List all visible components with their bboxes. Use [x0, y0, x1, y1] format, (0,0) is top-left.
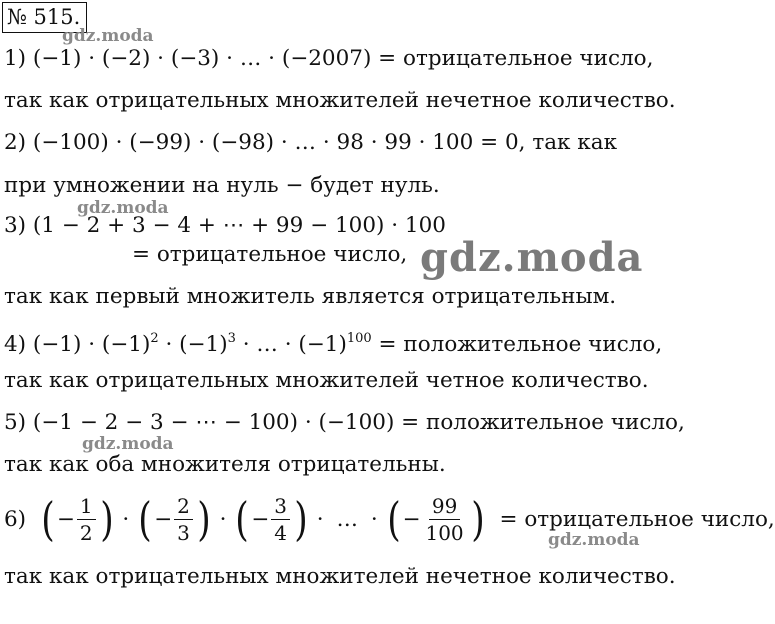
fraction-2 [174, 493, 193, 546]
dot: · [316, 506, 324, 532]
fraction-group-4: ( − $\frac{99}{100}$ ) [386, 492, 485, 546]
fraction-3 [271, 493, 290, 546]
dot: · [122, 506, 130, 532]
dot: · [370, 506, 378, 532]
line-8-d: = положительное число, [371, 332, 663, 357]
numerator: 2 [174, 493, 193, 520]
fraction-group-1: ( − $\frac{1}{2}$ ) [41, 492, 114, 546]
watermark-large: gdz.moda [420, 234, 644, 281]
denominator: 100 [425, 520, 464, 545]
watermark: gdz.moda [77, 198, 169, 218]
denominator: 2 [79, 520, 93, 545]
watermark: gdz.moda [82, 434, 174, 454]
line-3: 2) (−100) · (−99) · (−98) · … · 98 · 99 · 100 = 0, так как [4, 130, 618, 155]
line-8-c: · … · (−1) [235, 332, 347, 357]
line-13: так как отрицательных множителей нечетное количество. [4, 564, 676, 589]
line-8-b: · (−1) [158, 332, 228, 357]
exp-3: 3 [227, 331, 236, 346]
dot: · [219, 506, 227, 532]
fraction-group-2: ( − $\frac{2}{3}$ ) [138, 492, 211, 546]
line-8 [4, 324, 662, 360]
problem-number: № 515. [2, 2, 87, 33]
line-2: так как отрицательных множителей нечетное количество. [4, 88, 676, 113]
numerator: 99 [429, 493, 460, 520]
line-6: = отрицательное число, [132, 242, 408, 267]
line-5: 3) (1 − 2 + 3 − 4 + ⋯ + 99 − 100) · 100 [4, 213, 446, 238]
line-9: так как отрицательных множителей четное количество. [4, 368, 649, 393]
item-label: 6) [4, 506, 27, 532]
exp-100: 100 [346, 331, 372, 346]
fraction-1 [77, 493, 96, 546]
watermark: gdz.moda [548, 530, 640, 550]
line-1: 1) (−1) · (−2) · (−3) · … · (−2007) = отрицательное число, [4, 46, 654, 71]
minus-sign: − [402, 506, 421, 532]
line-4: при умножении на нуль − будет нуль. [4, 173, 440, 198]
minus-sign: − [56, 506, 75, 532]
denominator: 3 [177, 520, 190, 545]
line-8-a: 4) (−1) · (−1) [4, 332, 151, 357]
minus-sign: − [251, 506, 270, 532]
watermark: gdz.moda [62, 26, 154, 46]
fraction-group-3: ( − $\frac{3}{4}$ ) [235, 492, 308, 546]
line-10: 5) (−1 − 2 − 3 − ⋯ − 100) · (−100) = положительное число, [4, 410, 685, 435]
ellipsis: … [336, 506, 358, 532]
fraction-4 [422, 493, 466, 546]
line-11: так как оба множителя отрицательны. [4, 452, 446, 477]
line-7: так как первый множитель является отрицательным. [4, 284, 617, 309]
denominator: 4 [274, 520, 287, 545]
numerator: 1 [77, 493, 96, 520]
minus-sign: − [154, 506, 173, 532]
numerator: 3 [271, 493, 290, 520]
result-text: = отрицательное число, [499, 506, 775, 532]
line-12-fractions [4, 486, 775, 552]
exp-2: 2 [150, 331, 159, 346]
